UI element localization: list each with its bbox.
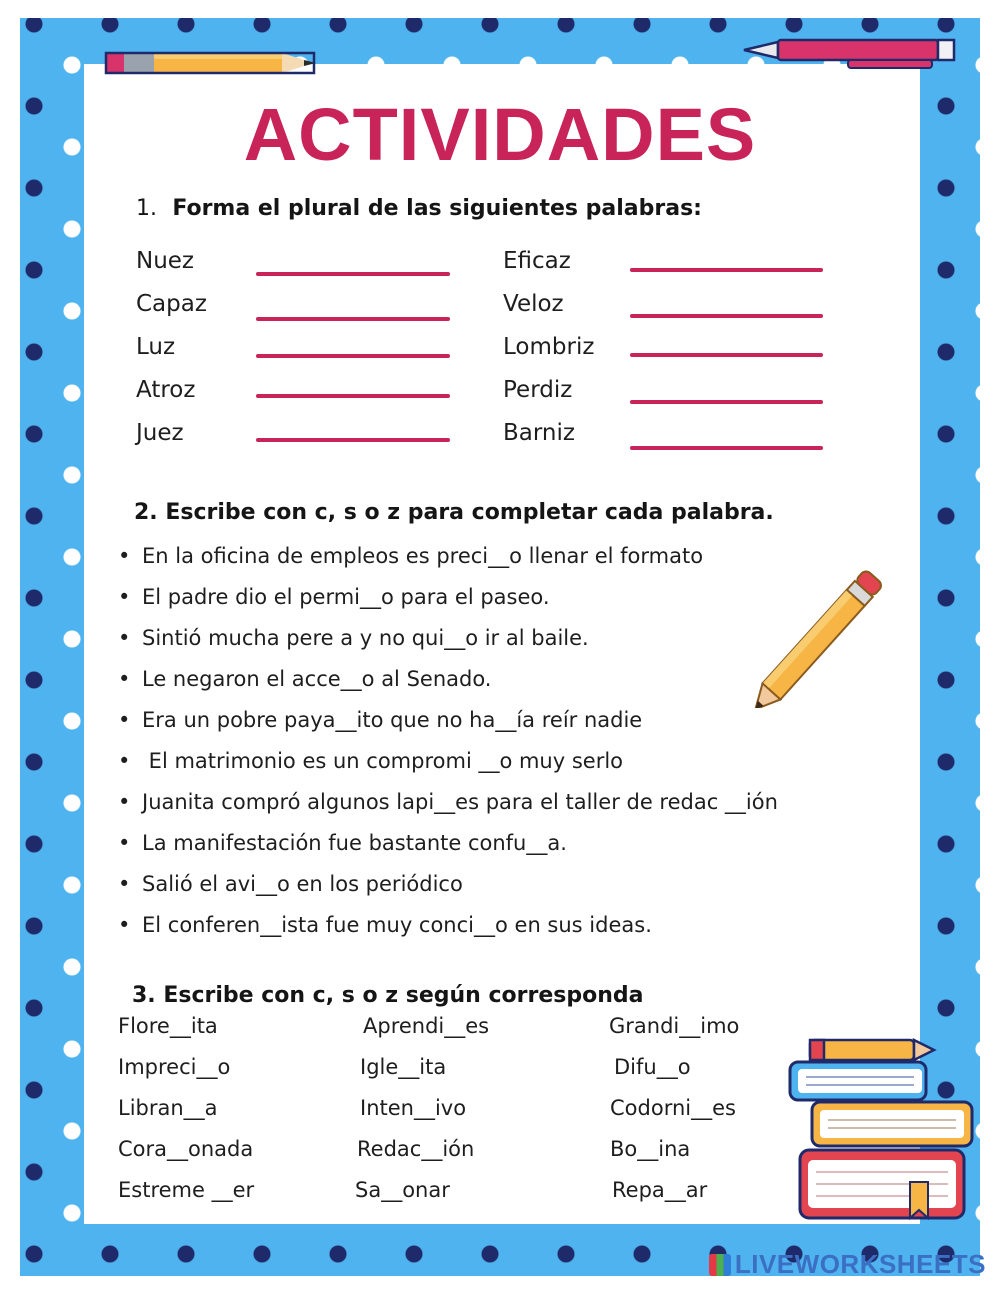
word-item: Flore__ita bbox=[118, 1014, 218, 1038]
sentence-item: • El padre dio el permi__o para el paseo. bbox=[118, 585, 550, 609]
word-label: Perdiz bbox=[503, 377, 573, 403]
section-1-heading bbox=[136, 196, 702, 221]
answer-line[interactable] bbox=[256, 394, 450, 398]
word-item: Inten__ivo bbox=[360, 1096, 467, 1120]
pencil-icon bbox=[104, 48, 320, 78]
brand-name: LIVEWORKSHEETS bbox=[734, 1249, 986, 1279]
word-item: Estreme __er bbox=[118, 1178, 255, 1202]
sentence-item: • El matrimonio es un compromi __o muy serlo bbox=[118, 749, 623, 773]
word-item: Sa__onar bbox=[355, 1178, 450, 1202]
sentence-item: • Juanita compró algunos lapi__es para el taller de redac __ión bbox=[118, 790, 778, 814]
word-item: Cora__onada bbox=[118, 1137, 254, 1161]
sentence-item: • Sintió mucha pere a y no qui__o ir al baile. bbox=[118, 626, 589, 650]
answer-line[interactable] bbox=[256, 438, 450, 442]
answer-line[interactable] bbox=[630, 314, 823, 318]
pencil-icon bbox=[752, 556, 898, 708]
brand-mark-icon bbox=[709, 1254, 731, 1276]
section-1-title: Forma el plural de las siguientes palabras: bbox=[172, 196, 702, 221]
word-item: Codorni__es bbox=[610, 1096, 736, 1120]
sentence-item: • En la oficina de empleos es preci__o llenar el formato bbox=[118, 544, 703, 568]
word-item: Impreci__o bbox=[118, 1055, 231, 1079]
sentence-item: • El conferen__ista fue muy conci__o en sus ideas. bbox=[118, 913, 652, 937]
pen-icon bbox=[740, 34, 960, 74]
books-icon bbox=[784, 1032, 980, 1224]
section-3-heading: 3. Escribe con c, s o z según corresponda bbox=[132, 983, 644, 1008]
answer-line[interactable] bbox=[630, 353, 823, 357]
answer-line[interactable] bbox=[630, 446, 823, 450]
word-item: Repa__ar bbox=[612, 1178, 708, 1202]
section-1-number: 1. bbox=[136, 196, 157, 221]
word-label: Luz bbox=[136, 334, 176, 360]
page-title: ACTIVIDADES bbox=[243, 93, 757, 176]
word-label: Capaz bbox=[136, 291, 207, 317]
section-2-heading: 2. Escribe con c, s o z para completar cada palabra. bbox=[134, 500, 774, 525]
sentence-item: • Salió el avi__o en los periódico bbox=[118, 872, 463, 896]
word-item: Aprendi__es bbox=[363, 1014, 490, 1038]
word-label: Atroz bbox=[136, 377, 196, 403]
word-item: Bo__ina bbox=[610, 1137, 691, 1161]
word-item: Igle__ita bbox=[360, 1055, 447, 1079]
word-label: Juez bbox=[136, 420, 184, 446]
word-label: Barniz bbox=[503, 420, 575, 446]
answer-line[interactable] bbox=[256, 317, 450, 321]
word-label: Nuez bbox=[136, 248, 195, 274]
sentence-item: • Era un pobre paya__ito que no ha__ía reír nadie bbox=[118, 708, 642, 732]
brand-logo[interactable] bbox=[709, 1249, 986, 1280]
word-item: Difu__o bbox=[614, 1055, 691, 1079]
word-item: Redac__ión bbox=[357, 1137, 475, 1161]
sentence-item: • La manifestación fue bastante confu__a. bbox=[118, 831, 567, 855]
word-label: Eficaz bbox=[503, 248, 571, 274]
answer-line[interactable] bbox=[630, 268, 823, 272]
word-item: Grandi__imo bbox=[609, 1014, 740, 1038]
word-item: Libran__a bbox=[118, 1096, 218, 1120]
answer-line[interactable] bbox=[630, 400, 823, 404]
answer-line[interactable] bbox=[256, 354, 450, 358]
word-label: Lombriz bbox=[503, 334, 595, 360]
sentence-item: • Le negaron el acce__o al Senado. bbox=[118, 667, 491, 691]
word-label: Veloz bbox=[503, 291, 564, 317]
answer-line[interactable] bbox=[256, 272, 450, 276]
